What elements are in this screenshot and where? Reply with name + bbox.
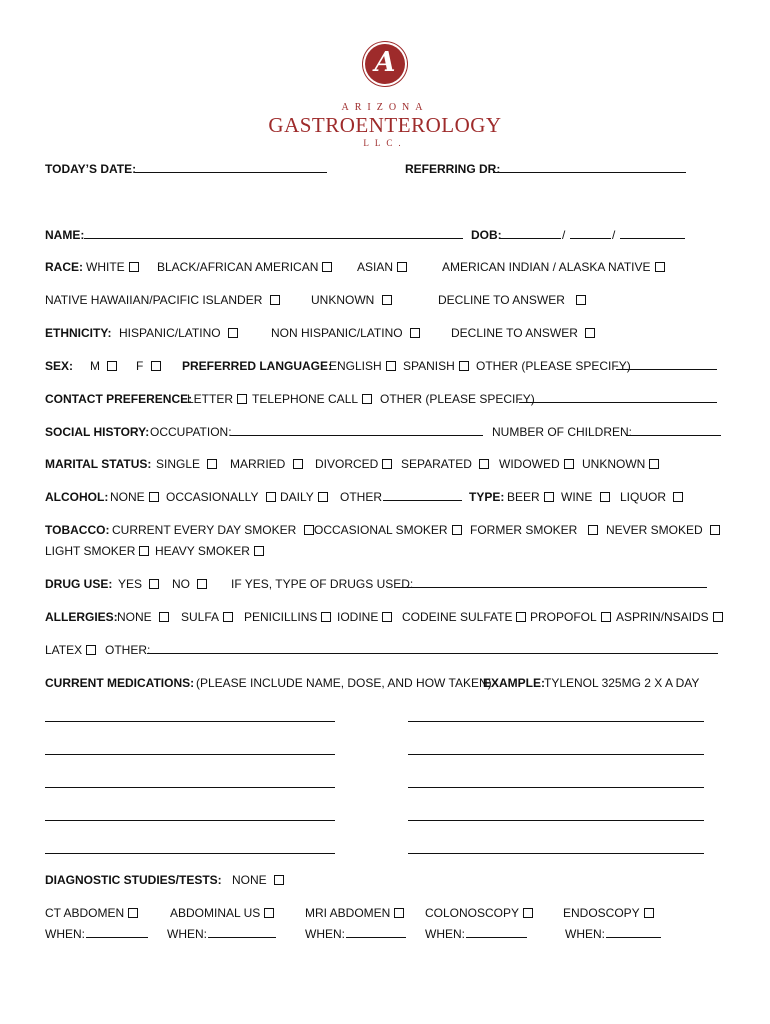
medication-line[interactable] (408, 754, 704, 755)
ethnicity-non-hispanic-checkbox[interactable] (410, 328, 420, 338)
diagnostics-none-label: NONE (232, 873, 267, 887)
ethnicity-decline-label: DECLINE TO ANSWER (451, 326, 578, 340)
drug-no-checkbox[interactable] (197, 579, 207, 589)
alcohol-occasionally-checkbox[interactable] (266, 492, 276, 502)
alcohol-daily-label: DAILY (280, 490, 314, 504)
allergy-other-label: OTHER: (105, 643, 151, 657)
alcohol-none-checkbox[interactable] (149, 492, 159, 502)
diagnostics-none-checkbox[interactable] (274, 875, 284, 885)
occupation-label: OCCUPATION: (150, 425, 232, 439)
test-abdominal-us-checkbox[interactable] (264, 908, 274, 918)
alcohol-none-label: NONE (110, 490, 145, 504)
tobacco-label: TOBACCO: (45, 523, 110, 537)
race-black-label: BLACK/AFRICAN AMERICAN (157, 260, 319, 274)
allergy-latex-checkbox[interactable] (86, 645, 96, 655)
language-spanish-label: SPANISH (403, 359, 455, 373)
tobacco-occasional-checkbox[interactable] (452, 525, 462, 535)
medication-line[interactable] (45, 820, 335, 821)
name-field[interactable] (84, 238, 463, 239)
medications-instruction: (PLEASE INCLUDE NAME, DOSE, AND HOW TAKEN) (196, 676, 492, 690)
marital-widowed-checkbox[interactable] (564, 459, 574, 469)
tobacco-light-checkbox[interactable] (139, 546, 149, 556)
allergy-asprin-label: ASPRIN/NSAIDS (616, 610, 709, 624)
marital-separated-checkbox[interactable] (479, 459, 489, 469)
test-colonoscopy-label: COLONOSCOPY (425, 906, 520, 920)
test-when-label: WHEN: (565, 927, 605, 941)
allergy-propofol-label: PROPOFOL (530, 610, 597, 624)
language-english-checkbox[interactable] (386, 361, 396, 371)
contact-other-field[interactable] (519, 402, 717, 403)
marital-single-label: SINGLE (156, 457, 201, 471)
alcohol-beer-checkbox[interactable] (544, 492, 554, 502)
sex-label: SEX: (45, 359, 74, 373)
ethnicity-label: ETHNICITY: (45, 326, 112, 340)
name-label: NAME: (45, 228, 85, 242)
race-white-label: WHITE (86, 260, 125, 274)
race-asian-label: ASIAN (357, 260, 394, 274)
social-history-label: SOCIAL HISTORY: (45, 425, 150, 439)
medications-example-label: EXAMPLE: (483, 676, 546, 690)
test-when-field[interactable] (346, 937, 406, 938)
allergy-iodine-checkbox[interactable] (382, 612, 392, 622)
race-hawaiian-checkbox[interactable] (270, 295, 280, 305)
tobacco-current-label: CURRENT EVERY DAY SMOKER (112, 523, 297, 537)
allergy-propofol-checkbox[interactable] (601, 612, 611, 622)
dob-label: DOB: (471, 228, 502, 242)
marital-unknown-checkbox[interactable] (649, 459, 659, 469)
contact-preference-label: CONTACT PREFERENCE: (45, 392, 193, 406)
drug-yes-checkbox[interactable] (149, 579, 159, 589)
drug-use-label: DRUG USE: (45, 577, 113, 591)
allergy-other-field[interactable] (147, 653, 718, 654)
alcohol-other-label: OTHER (340, 490, 382, 504)
sex-f-checkbox[interactable] (151, 361, 161, 371)
medications-example: TYLENOL 325MG 2 X A DAY (544, 676, 700, 690)
alcohol-occasionally-label: OCCASIONALLY (166, 490, 259, 504)
tobacco-never-checkbox[interactable] (710, 525, 720, 535)
drug-no-label: NO (172, 577, 190, 591)
medications-label: CURRENT MEDICATIONS: (45, 676, 195, 690)
language-english-label: ENGLISH (329, 359, 382, 373)
logo-emblem (365, 44, 405, 84)
test-when-field[interactable] (606, 937, 661, 938)
ethnicity-hispanic-label: HISPANIC/LATINO (119, 326, 221, 340)
allergy-latex-label: LATEX (45, 643, 83, 657)
sex-m-label: M (90, 359, 100, 373)
drug-type-field[interactable] (397, 587, 707, 588)
dob-month-field[interactable] (500, 238, 561, 239)
tobacco-current-checkbox[interactable] (304, 525, 314, 535)
allergy-codeine-label: CODEINE SULFATE (402, 610, 513, 624)
marital-married-label: MARRIED (230, 457, 286, 471)
test-when-label: WHEN: (425, 927, 465, 941)
medication-line[interactable] (45, 853, 335, 854)
alcohol-daily-checkbox[interactable] (318, 492, 328, 502)
race-black-checkbox[interactable] (322, 262, 332, 272)
tobacco-former-label: FORMER SMOKER (470, 523, 578, 537)
ethnicity-decline-checkbox[interactable] (585, 328, 595, 338)
medication-line[interactable] (408, 820, 704, 821)
children-label: NUMBER OF CHILDREN: (492, 425, 633, 439)
alcohol-wine-checkbox[interactable] (600, 492, 610, 502)
allergy-sulfa-label: SULFA (181, 610, 220, 624)
alcohol-liquor-label: LIQUOR (620, 490, 667, 504)
language-other-field[interactable] (616, 369, 717, 370)
alcohol-beer-label: BEER (507, 490, 540, 504)
race-white-checkbox[interactable] (129, 262, 139, 272)
race-american-indian-checkbox[interactable] (655, 262, 665, 272)
allergy-iodine-label: IODINE (337, 610, 379, 624)
race-american-indian-label: AMERICAN INDIAN / ALASKA NATIVE (442, 260, 651, 274)
todays-date-field[interactable] (135, 172, 327, 173)
race-hawaiian-label: NATIVE HAWAIIAN/PACIFIC ISLANDER (45, 293, 263, 307)
marital-single-checkbox[interactable] (207, 459, 217, 469)
test-when-field[interactable] (86, 937, 148, 938)
marital-divorced-checkbox[interactable] (382, 459, 392, 469)
language-other-label: OTHER (PLEASE SPECIFY) (476, 359, 631, 373)
test-ct-abdomen-checkbox[interactable] (128, 908, 138, 918)
contact-letter-label: LETTER (187, 392, 234, 406)
allergy-none-label: NONE (117, 610, 152, 624)
tobacco-occasional-label: OCCASIONAL SMOKER (314, 523, 448, 537)
logo-gastroenterology: GASTROENTEROLOGY (268, 113, 502, 137)
sex-f-label: F (136, 359, 144, 373)
contact-letter-checkbox[interactable] (237, 394, 247, 404)
contact-telephone-label: TELEPHONE CALL (252, 392, 359, 406)
test-when-label: WHEN: (45, 927, 85, 941)
allergy-sulfa-checkbox[interactable] (223, 612, 233, 622)
test-mri-abdomen-checkbox[interactable] (394, 908, 404, 918)
test-endoscopy-checkbox[interactable] (644, 908, 654, 918)
occupation-field[interactable] (230, 435, 483, 436)
marital-status-label: MARITAL STATUS: (45, 457, 152, 471)
medication-line[interactable] (408, 853, 704, 854)
diagnostics-label: DIAGNOSTIC STUDIES/TESTS: (45, 873, 222, 887)
dob-slash: / (562, 228, 566, 242)
marital-separated-label: SEPARATED (401, 457, 472, 471)
children-field[interactable] (626, 435, 721, 436)
race-unknown-label: UNKNOWN (311, 293, 375, 307)
tobacco-never-label: NEVER SMOKED (606, 523, 703, 537)
alcohol-wine-label: WINE (561, 490, 593, 504)
alcohol-type-label: TYPE: (469, 490, 505, 504)
ethnicity-non-hispanic-label: NON HISPANIC/LATINO (271, 326, 403, 340)
medication-line[interactable] (408, 787, 704, 788)
logo-llc: LLC. (363, 138, 407, 148)
marital-divorced-label: DIVORCED (315, 457, 379, 471)
tobacco-heavy-checkbox[interactable] (254, 546, 264, 556)
race-decline-label: DECLINE TO ANSWER (438, 293, 565, 307)
race-asian-checkbox[interactable] (397, 262, 407, 272)
allergy-penicillins-checkbox[interactable] (321, 612, 331, 622)
referring-dr-label: REFERRING DR: (405, 162, 501, 176)
test-when-label: WHEN: (167, 927, 207, 941)
preferred-language-label: PREFERRED LANGUAGE: (182, 359, 333, 373)
medication-line[interactable] (45, 721, 335, 722)
race-unknown-checkbox[interactable] (382, 295, 392, 305)
marital-unknown-label: UNKNOWN (582, 457, 646, 471)
allergy-penicillins-label: PENICILLINS (244, 610, 318, 624)
test-when-field[interactable] (208, 937, 276, 938)
medication-line[interactable] (408, 721, 704, 722)
test-endoscopy-label: ENDOSCOPY (563, 906, 640, 920)
dob-day-field[interactable] (570, 238, 611, 239)
alcohol-label: ALCOHOL: (45, 490, 109, 504)
sex-m-checkbox[interactable] (107, 361, 117, 371)
contact-other-label: OTHER (PLEASE SPECIFY) (380, 392, 535, 406)
alcohol-other-field[interactable] (383, 500, 462, 501)
tobacco-former-checkbox[interactable] (588, 525, 598, 535)
allergy-none-checkbox[interactable] (159, 612, 169, 622)
race-decline-checkbox[interactable] (576, 295, 586, 305)
language-spanish-checkbox[interactable] (459, 361, 469, 371)
race-label: RACE: (45, 260, 83, 274)
referring-dr-field[interactable] (493, 172, 686, 173)
todays-date-label: TODAY’S DATE: (45, 162, 137, 176)
test-ct-abdomen-label: CT ABDOMEN (45, 906, 125, 920)
dob-year-field[interactable] (620, 238, 685, 239)
drug-type-label: IF YES, TYPE OF DRUGS USED: (231, 577, 414, 591)
drug-yes-label: YES (118, 577, 143, 591)
test-when-label: WHEN: (305, 927, 345, 941)
medication-line[interactable] (45, 787, 335, 788)
tobacco-heavy-label: HEAVY SMOKER (155, 544, 250, 558)
alcohol-liquor-checkbox[interactable] (673, 492, 683, 502)
allergy-asprin-checkbox[interactable] (713, 612, 723, 622)
test-abdominal-us-label: ABDOMINAL US (170, 906, 261, 920)
test-mri-abdomen-label: MRI ABDOMEN (305, 906, 391, 920)
tobacco-light-label: LIGHT SMOKER (45, 544, 136, 558)
marital-widowed-label: WIDOWED (499, 457, 560, 471)
test-when-field[interactable] (466, 937, 527, 938)
contact-telephone-checkbox[interactable] (362, 394, 372, 404)
allergies-label: ALLERGIES: (45, 610, 118, 624)
medication-line[interactable] (45, 754, 335, 755)
logo-letter: A (374, 47, 396, 78)
allergy-codeine-checkbox[interactable] (516, 612, 526, 622)
practice-logo (0, 44, 770, 148)
marital-married-checkbox[interactable] (293, 459, 303, 469)
ethnicity-hispanic-checkbox[interactable] (228, 328, 238, 338)
logo-arizona: ARIZONA (341, 102, 429, 113)
test-colonoscopy-checkbox[interactable] (523, 908, 533, 918)
dob-slash: / (612, 228, 616, 242)
